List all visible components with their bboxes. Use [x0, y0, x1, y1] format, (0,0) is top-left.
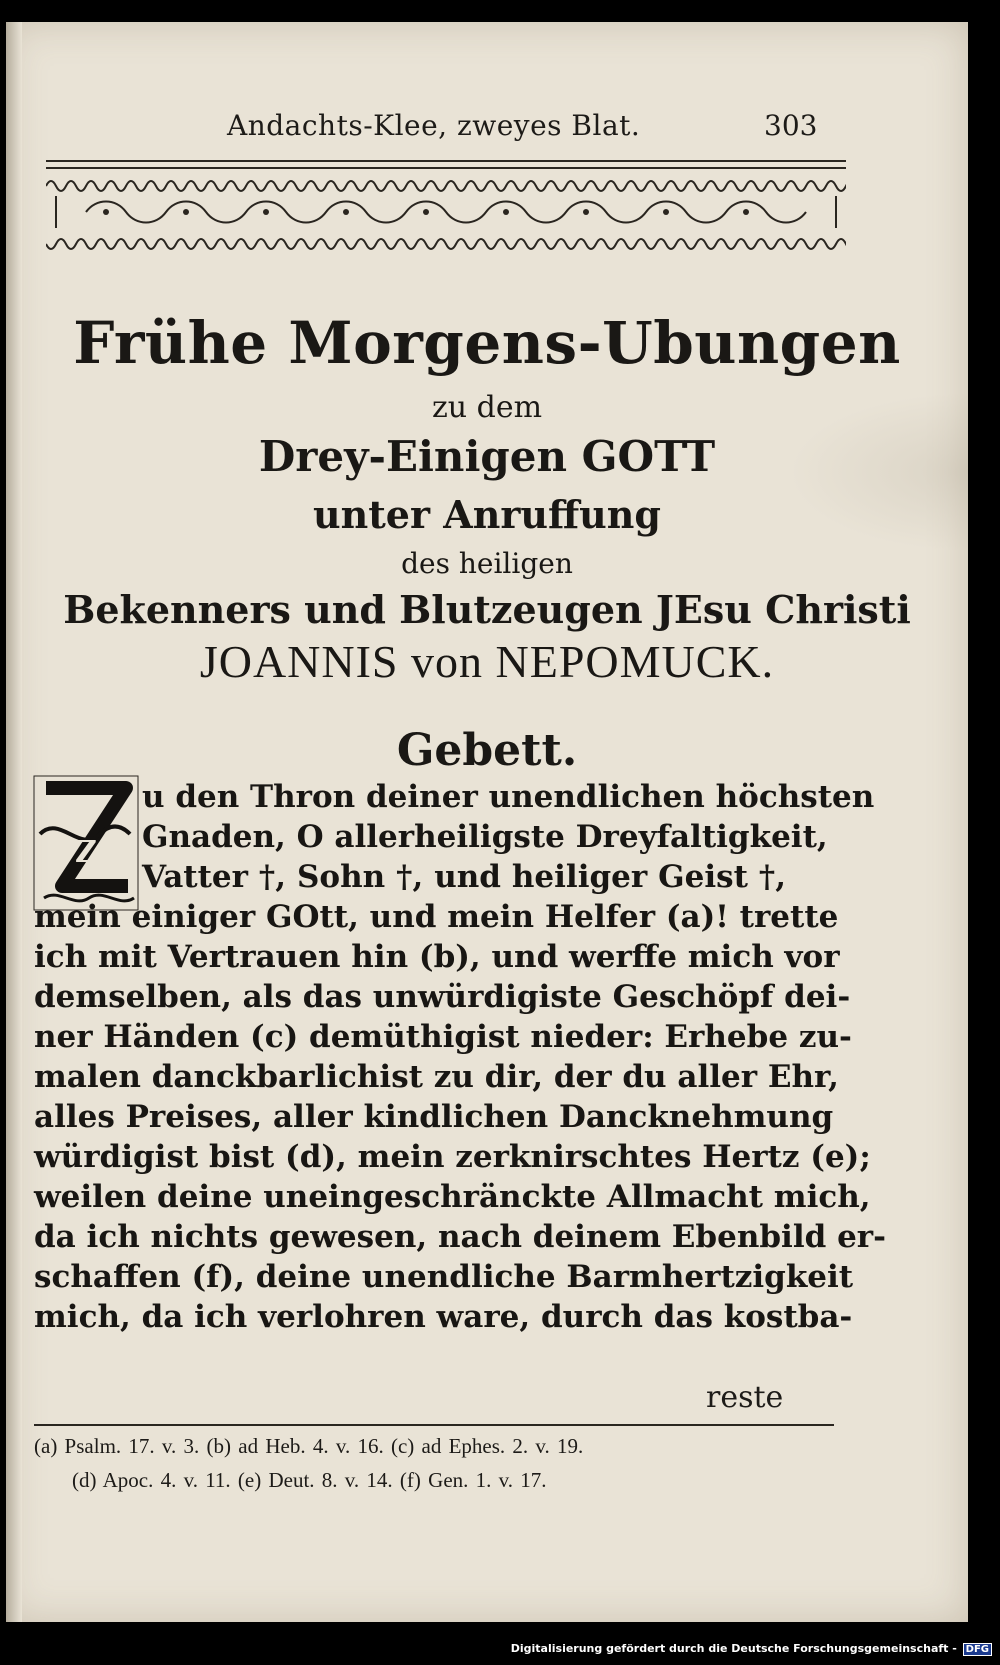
- body-line-13: schaffen (f), deine unendliche Barmhertzigkeit: [34, 1259, 854, 1295]
- header-rule: [46, 160, 846, 162]
- title-line-joannis: JOANNIS von NEPOMUCK.: [199, 636, 775, 687]
- section-heading: Gebett.: [396, 725, 578, 776]
- digitization-credit: [511, 1642, 992, 1656]
- catchword: reste: [706, 1380, 784, 1415]
- body-line-1: u den Thron deiner unendlichen höchsten: [142, 779, 875, 815]
- credit-text: Digitalisierung gefördert durch die Deutsche Forschungsgemeinschaft -: [510, 1642, 957, 1655]
- title-line-drey-einigen: Drey-Einigen GOTT: [258, 432, 716, 481]
- body-line-14: mich, da ich verlohren ware, durch das kostba-: [34, 1299, 853, 1335]
- body-line-2: Gnaden, O allerheiligste Dreyfaltigkeit,: [142, 819, 828, 855]
- body-line-4: mein einiger GOtt, und mein Helfer (a)! trette: [34, 899, 839, 935]
- footnote-line-1: (a) Psalm. 17. v. 3. (b) ad Heb. 4. v. 16. (c) ad Ephes. 2. v. 19.: [34, 1434, 584, 1458]
- footnote-rule: [34, 1424, 834, 1426]
- title-line-zu-dem: zu dem: [431, 390, 543, 425]
- page-number: 303: [764, 109, 818, 142]
- title-line-des-heiligen: des heiligen: [401, 547, 573, 580]
- title-line-anruffung: unter Anruffung: [312, 492, 661, 537]
- body-line-7: ner Händen (c) demüthigist nieder: Erhebe zu-: [34, 1019, 852, 1055]
- body-line-6: demselben, als das unwürdigiste Geschöpf dei-: [34, 979, 851, 1015]
- body-line-9: alles Preises, aller kindlichen Dancknehmung: [34, 1099, 834, 1135]
- running-title: Andachts-Klee, zweyes Blat.: [227, 109, 641, 142]
- book-page: [6, 22, 968, 1622]
- dropcap-letter: Z: [75, 835, 97, 870]
- footnote-line-2: (d) Apoc. 4. v. 11. (e) Deut. 8. v. 14. (f) Gen. 1. v. 17.: [72, 1468, 547, 1492]
- decorated-initial-letter: [32, 774, 140, 912]
- dfg-logo: DFG: [963, 1643, 992, 1656]
- title-line-bekenners: Bekenners und Blutzeugen JEsu Christi: [63, 587, 911, 632]
- body-line-12: da ich nichts gewesen, nach deinem Ebenbild er-: [34, 1219, 886, 1255]
- body-line-11: weilen deine uneingeschränckte Allmacht mich,: [34, 1179, 871, 1215]
- body-line-5: ich mit Vertrauen hin (b), und werffe mich vor: [34, 939, 840, 975]
- body-line-3: Vatter †, Sohn †, und heiliger Geist †,: [142, 859, 786, 895]
- body-line-8: malen danckbarlichist zu dir, der du aller Ehr,: [34, 1059, 839, 1095]
- main-title: Frühe Morgens-Ubungen: [73, 309, 901, 377]
- body-line-10: würdigist bist (d), mein zerknirschtes Hertz (e);: [34, 1139, 871, 1175]
- decorative-border-ornament: [46, 166, 846, 266]
- page-gutter-shadow: [6, 22, 22, 1622]
